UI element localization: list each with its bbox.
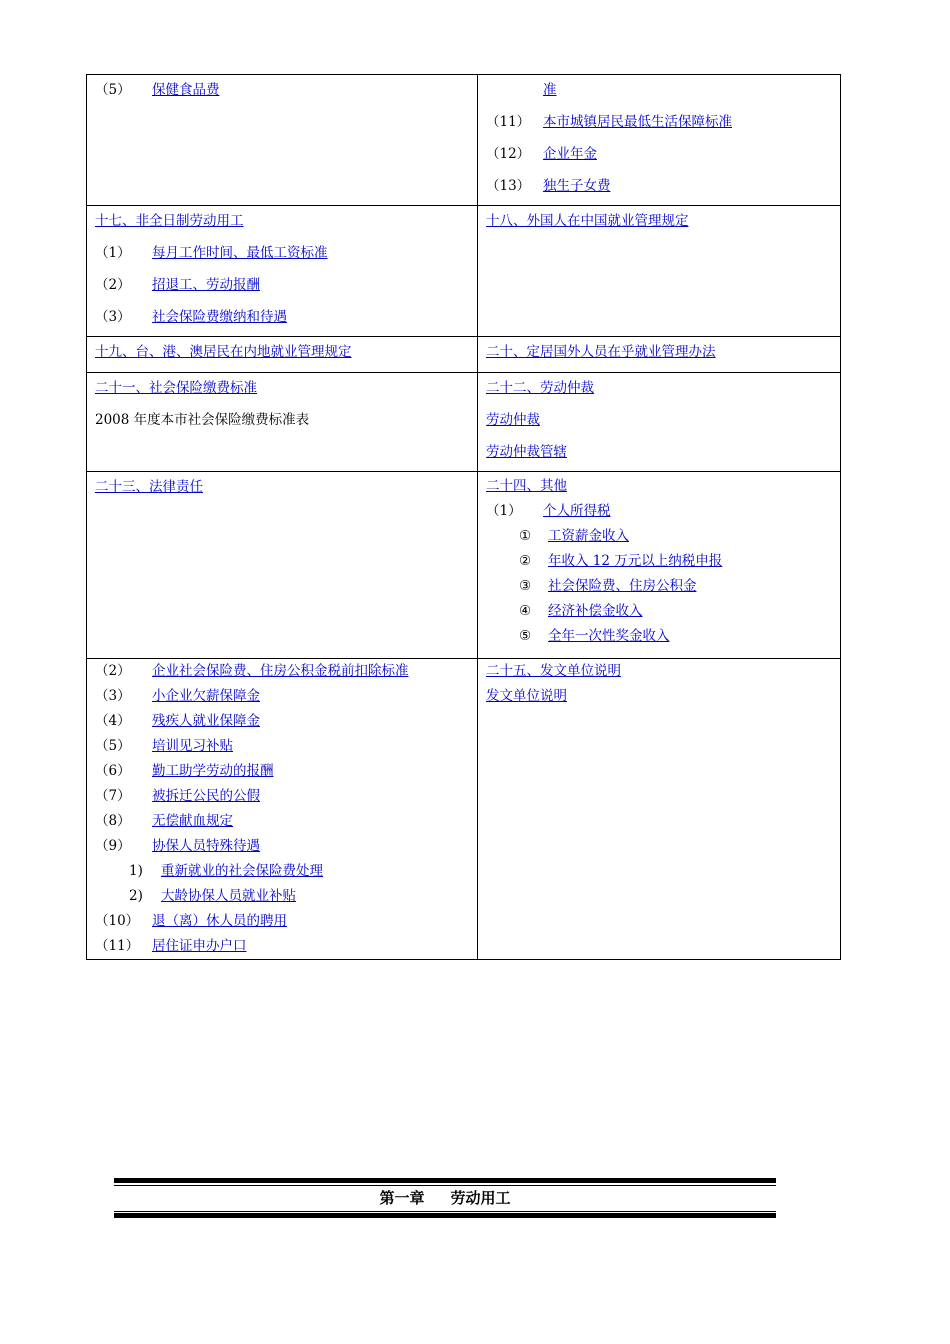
item-number: （13） xyxy=(486,178,531,194)
item-number: （2） xyxy=(95,277,131,293)
toc-item xyxy=(95,709,469,734)
item-number: （3） xyxy=(95,688,131,704)
link-r6-item[interactable]: 无偿献血规定 xyxy=(152,813,233,829)
item-number: （2） xyxy=(95,663,131,679)
toc-table xyxy=(86,74,841,960)
link-annual-bonus[interactable]: 全年一次性奖金收入 xyxy=(548,628,670,644)
section-title xyxy=(95,208,469,240)
toc-cell xyxy=(87,659,478,960)
link-section-25[interactable]: 二十五、发文单位说明 xyxy=(486,663,621,679)
link-section-21[interactable]: 二十一、社会保险缴费标准 xyxy=(95,380,257,396)
toc-item xyxy=(95,659,469,684)
footer-chapter-title xyxy=(114,1187,776,1209)
toc-item xyxy=(486,499,832,524)
toc-cell xyxy=(87,206,478,337)
circled-number: ⑤ xyxy=(519,628,532,644)
toc-cell xyxy=(87,75,478,206)
link-s17-item[interactable]: 招退工、劳动报酬 xyxy=(152,277,260,293)
item-number: （6） xyxy=(95,763,131,779)
plain-text: 2008 年度本市社会保险缴费标准表 xyxy=(95,412,310,428)
link-social-insurance-fund[interactable]: 社会保险费、住房公积金 xyxy=(548,578,697,594)
toc-item xyxy=(486,141,832,173)
toc-item xyxy=(95,684,469,709)
footer-rule-top-thick xyxy=(114,1178,776,1183)
item-number: （12） xyxy=(486,146,531,162)
toc-item xyxy=(486,109,832,141)
link-r6-item[interactable]: 被拆迁公民的公假 xyxy=(152,788,260,804)
item-number: （5） xyxy=(95,82,131,98)
link-r6-item[interactable]: 小企业欠薪保障金 xyxy=(152,688,260,704)
toc-item xyxy=(95,934,469,959)
item-number: （3） xyxy=(95,309,131,325)
link-only-child[interactable]: 独生子女费 xyxy=(543,178,611,194)
item-number: （10） xyxy=(95,913,140,929)
item-number: （7） xyxy=(95,788,131,804)
toc-item xyxy=(486,439,832,471)
toc-subitem xyxy=(486,549,832,574)
link-r6-item[interactable]: 残疾人就业保障金 xyxy=(152,713,260,729)
toc-cell xyxy=(478,472,841,659)
toc-item xyxy=(486,684,832,709)
toc-item xyxy=(95,734,469,759)
link-r6-item[interactable]: 培训见习补贴 xyxy=(152,738,233,754)
toc-item xyxy=(486,407,832,439)
item-number: 2) xyxy=(129,888,143,904)
link-salary-income[interactable]: 工资薪金收入 xyxy=(548,528,629,544)
toc-subitem xyxy=(486,574,832,599)
toc-row xyxy=(87,206,841,337)
chapter-name: 劳动用工 xyxy=(450,1189,511,1207)
item-number: （4） xyxy=(95,713,131,729)
link-income-tax[interactable]: 个人所得税 xyxy=(543,503,611,519)
link-s17-item[interactable]: 社会保险费缴纳和待遇 xyxy=(152,309,287,325)
link-labor-arbitration[interactable]: 劳动仲裁 xyxy=(486,412,540,428)
toc-cell xyxy=(478,75,841,206)
item-number: （1） xyxy=(95,245,131,261)
circled-number: ③ xyxy=(519,578,532,594)
item-number: （11） xyxy=(486,114,531,130)
link-section-19[interactable]: 十九、台、港、澳居民在内地就业管理规定 xyxy=(95,344,352,360)
toc-item xyxy=(95,834,469,859)
section-title xyxy=(95,474,469,506)
toc-item xyxy=(95,759,469,784)
link-r6-item[interactable]: 勤工助学劳动的报酬 xyxy=(152,763,274,779)
link-section-23[interactable]: 二十三、法律责任 xyxy=(95,479,203,495)
toc-item xyxy=(95,77,469,109)
section-title xyxy=(95,339,469,371)
link-r6-item[interactable]: 企业社会保险费、住房公积金税前扣除标准 xyxy=(152,663,409,679)
link-health-food[interactable]: 保健食品费 xyxy=(152,82,220,98)
toc-row xyxy=(87,373,841,472)
section-title xyxy=(95,375,469,407)
link-section-17[interactable]: 十七、非全日制劳动用工 xyxy=(95,213,244,229)
footer-rule-top-thin xyxy=(114,1185,776,1186)
link-r6-subitem[interactable]: 重新就业的社会保险费处理 xyxy=(161,863,323,879)
toc-item xyxy=(95,272,469,304)
toc-subitem xyxy=(486,624,832,649)
circled-number: ① xyxy=(519,528,532,544)
link-section-18[interactable]: 十八、外国人在中国就业管理规定 xyxy=(486,213,689,229)
link-min-living[interactable]: 本市城镇居民最低生活保障标准 xyxy=(543,114,732,130)
item-number: （11） xyxy=(95,938,140,954)
toc-cell xyxy=(87,337,478,373)
section-title xyxy=(486,208,832,240)
toc-row xyxy=(87,75,841,206)
toc-item xyxy=(95,784,469,809)
toc-row xyxy=(87,659,841,960)
item-number: （1） xyxy=(486,503,522,519)
item-number: （9） xyxy=(95,838,131,854)
toc-item xyxy=(486,173,832,205)
link-compensation-income[interactable]: 经济补偿金收入 xyxy=(548,603,643,619)
section-title xyxy=(486,375,832,407)
link-r6-item[interactable]: 协保人员特殊待遇 xyxy=(152,838,260,854)
toc-subitem xyxy=(95,859,469,884)
link-section-22[interactable]: 二十二、劳动仲裁 xyxy=(486,380,594,396)
link-issuing-unit[interactable]: 发文单位说明 xyxy=(486,688,567,704)
link-r6-item[interactable]: 居住证申办户口 xyxy=(152,938,247,954)
toc-item xyxy=(95,240,469,272)
toc-item xyxy=(95,304,469,336)
section-title xyxy=(486,339,832,371)
link-section-24[interactable]: 二十四、其他 xyxy=(486,478,567,494)
link-enterprise-annuity[interactable]: 企业年金 xyxy=(543,146,597,162)
toc-row xyxy=(87,337,841,373)
footer-rule-bottom-thick xyxy=(114,1213,776,1218)
link-r6-subitem[interactable]: 大龄协保人员就业补贴 xyxy=(161,888,296,904)
toc-cell xyxy=(87,373,478,472)
link-continuation[interactable]: 准 xyxy=(543,82,557,98)
circled-number: ④ xyxy=(519,603,532,619)
toc-cell xyxy=(478,659,841,960)
toc-cell xyxy=(478,373,841,472)
toc-cell xyxy=(478,206,841,337)
toc-row xyxy=(87,472,841,659)
link-r6-item[interactable]: 退（离）休人员的聘用 xyxy=(152,913,287,929)
item-number: 1) xyxy=(129,863,143,879)
circled-number: ② xyxy=(519,553,532,569)
link-s17-item[interactable]: 每月工作时间、最低工资标准 xyxy=(152,245,328,261)
section-title xyxy=(486,659,832,684)
section-title xyxy=(486,474,832,499)
chapter-number: 第一章 xyxy=(379,1189,425,1207)
link-arbitration-jurisdiction[interactable]: 劳动仲裁管辖 xyxy=(486,444,567,460)
toc-subitem xyxy=(95,884,469,909)
item-number: （8） xyxy=(95,813,131,829)
toc-item xyxy=(486,77,832,109)
item-number: （5） xyxy=(95,738,131,754)
link-section-20[interactable]: 二十、定居国外人员在乎就业管理办法 xyxy=(486,344,716,360)
toc-subitem xyxy=(486,524,832,549)
footer-rule-bottom-thin xyxy=(114,1211,776,1212)
toc-cell xyxy=(478,337,841,373)
toc-item xyxy=(95,909,469,934)
link-annual-declaration[interactable]: 年收入 12 万元以上纳税申报 xyxy=(548,553,723,569)
toc-subitem xyxy=(486,599,832,624)
toc-item xyxy=(95,809,469,834)
toc-cell xyxy=(87,472,478,659)
